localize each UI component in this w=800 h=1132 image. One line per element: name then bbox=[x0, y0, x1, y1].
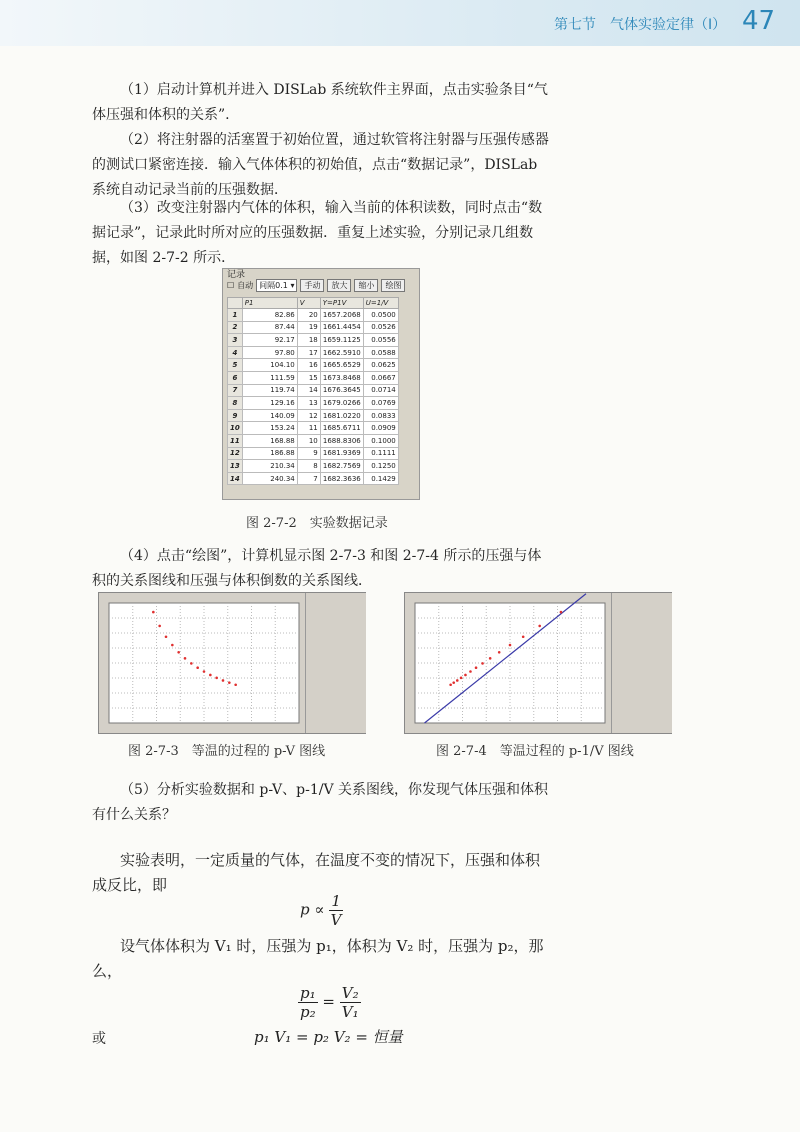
table-cell: 1682.7569 bbox=[320, 460, 363, 473]
table-cell: 16 bbox=[297, 359, 320, 372]
table-row bbox=[228, 409, 399, 422]
pv-point bbox=[209, 674, 212, 677]
table-cell: 3 bbox=[228, 334, 243, 347]
fig3-caption: 图 2-7-4 等温过程的 p-1/V 图线 bbox=[436, 744, 634, 759]
step-3: （3）改变注射器内气体的体积，输入当前的体积读数，同时点击“数据记录”，记录此时所对应的压强数据．重复上述实验，分别记录几组数据，如图 2-7-2 所示． bbox=[92, 200, 543, 266]
table-cell: 18 bbox=[297, 334, 320, 347]
table-cell: 1676.3645 bbox=[320, 384, 363, 397]
table-cell: 1662.5910 bbox=[320, 346, 363, 359]
table-row bbox=[228, 472, 399, 485]
table-cell: 0.0500 bbox=[363, 309, 398, 322]
table-cell: 12 bbox=[228, 447, 243, 460]
table-cell: 19 bbox=[297, 321, 320, 334]
table-row bbox=[228, 334, 399, 347]
pinv-point bbox=[475, 666, 478, 669]
table-cell: 1688.8306 bbox=[320, 434, 363, 447]
pv-chart-window bbox=[98, 592, 366, 734]
pv-chart bbox=[99, 593, 305, 733]
step-4: （4）点击“绘图”，计算机显示图 2-7-3 和图 2-7-4 所示的压强与体积的关系图线和压强与体积倒数的关系图线． bbox=[92, 548, 542, 589]
table-cell: 2 bbox=[228, 321, 243, 334]
prop-num: 1 bbox=[331, 892, 341, 910]
pinv-chart-window bbox=[404, 592, 672, 734]
table-cell: 240.34 bbox=[242, 472, 297, 485]
record-title: 记录 bbox=[227, 270, 246, 280]
pv-point bbox=[177, 651, 180, 654]
table-cell: 111.59 bbox=[242, 371, 297, 384]
ratio-formula: $\frac{\text{p₁}}{\text{p₂}}$ = $\frac{\text{V₂}}{\text{V₁}}$ bbox=[300, 984, 359, 1021]
table-cell: 10 bbox=[228, 422, 243, 435]
record-panel bbox=[222, 268, 420, 500]
pinv-point bbox=[489, 657, 492, 660]
table-cell: 11 bbox=[228, 434, 243, 447]
table-cell: 82.86 bbox=[242, 309, 297, 322]
table-cell: 20 bbox=[297, 309, 320, 322]
table-cell: 1665.6529 bbox=[320, 359, 363, 372]
table-cell: 1679.0266 bbox=[320, 397, 363, 410]
table-cell: 1682.3636 bbox=[320, 472, 363, 485]
plot-button[interactable]: 绘图 bbox=[381, 279, 405, 292]
table-cell: 1659.1125 bbox=[320, 334, 363, 347]
pv-side-panel bbox=[305, 593, 366, 733]
table-cell: 153.24 bbox=[242, 422, 297, 435]
table-cell: 0.0714 bbox=[363, 384, 398, 397]
table-cell: 1681.9369 bbox=[320, 447, 363, 460]
auto-checkbox[interactable]: ☐ bbox=[227, 281, 235, 290]
table-cell: 0.1429 bbox=[363, 472, 398, 485]
final-equation: p₁ V₁ = p₂ V₂ = 恒量 bbox=[254, 1028, 403, 1046]
table-cell: 1685.6711 bbox=[320, 422, 363, 435]
pinv-point bbox=[498, 651, 501, 654]
table-cell: 7 bbox=[297, 472, 320, 485]
manual-button[interactable]: 手动 bbox=[300, 279, 324, 292]
fig2-caption: 图 2-7-3 等温的过程的 p-V 图线 bbox=[128, 744, 326, 759]
pinv-point bbox=[449, 683, 452, 686]
page-number: 47 bbox=[742, 6, 776, 36]
table-cell: 5 bbox=[228, 359, 243, 372]
pinv-point bbox=[464, 674, 467, 677]
table-cell: 87.44 bbox=[242, 321, 297, 334]
or-label: 或 bbox=[92, 1031, 106, 1047]
col-u: U=1/V bbox=[363, 298, 398, 309]
table-cell: 0.0833 bbox=[363, 409, 398, 422]
pv-point bbox=[222, 679, 225, 682]
table-cell: 14 bbox=[228, 472, 243, 485]
table-cell: 129.16 bbox=[242, 397, 297, 410]
col-p1: P1 bbox=[242, 298, 297, 309]
table-cell: 6 bbox=[228, 371, 243, 384]
table-cell: 0.0526 bbox=[363, 321, 398, 334]
table-cell: 8 bbox=[297, 460, 320, 473]
table-cell: 0.0667 bbox=[363, 371, 398, 384]
table-cell: 97.80 bbox=[242, 346, 297, 359]
pinv-chart bbox=[405, 593, 611, 733]
table-cell: 0.0556 bbox=[363, 334, 398, 347]
conclusion: 实验表明，一定质量的气体，在温度不变的情况下，压强和体积成反比，即 bbox=[92, 851, 541, 894]
table-cell: 14 bbox=[297, 384, 320, 397]
table-row bbox=[228, 371, 399, 384]
col-v: V bbox=[297, 298, 320, 309]
table-row bbox=[228, 397, 399, 410]
table-row bbox=[228, 359, 399, 372]
interval-select[interactable]: 间隔0.1 ▾ bbox=[256, 279, 297, 292]
table-cell: 186.88 bbox=[242, 447, 297, 460]
pinv-side-panel bbox=[611, 593, 672, 733]
table-cell: 8 bbox=[228, 397, 243, 410]
pv-point bbox=[158, 625, 161, 628]
table-row bbox=[228, 447, 399, 460]
table-cell: 1661.4454 bbox=[320, 321, 363, 334]
step-5: （5）分析实验数据和 p-V、p-1/V 关系图线，你发现气体压强和体积有什么关系？ bbox=[92, 782, 549, 823]
pinv-point bbox=[456, 679, 459, 682]
pinv-point bbox=[469, 670, 472, 673]
prop-den: V bbox=[330, 911, 342, 929]
table-cell: 0.0625 bbox=[363, 359, 398, 372]
table-row bbox=[228, 346, 399, 359]
table-cell: 9 bbox=[228, 409, 243, 422]
table-row bbox=[228, 422, 399, 435]
table-cell: 1657.2068 bbox=[320, 309, 363, 322]
pinv-point bbox=[460, 677, 463, 680]
table-cell: 119.74 bbox=[242, 384, 297, 397]
record-controls bbox=[227, 279, 405, 292]
pv-point bbox=[234, 683, 237, 686]
table-cell: 140.09 bbox=[242, 409, 297, 422]
table-cell: 10 bbox=[297, 434, 320, 447]
pinv-point bbox=[481, 662, 484, 665]
table-row bbox=[228, 321, 399, 334]
pv-point bbox=[184, 657, 187, 660]
pinv-point bbox=[509, 644, 512, 647]
table-cell: 0.1111 bbox=[363, 447, 398, 460]
table-cell: 0.0769 bbox=[363, 397, 398, 410]
auto-label: 自动 bbox=[237, 281, 254, 290]
pinv-point bbox=[452, 681, 455, 684]
table-cell: 0.1000 bbox=[363, 434, 398, 447]
pv-point bbox=[228, 681, 231, 684]
table-cell: 17 bbox=[297, 346, 320, 359]
zoom-out-button[interactable]: 缩小 bbox=[354, 279, 378, 292]
table-cell: 4 bbox=[228, 346, 243, 359]
data-table bbox=[227, 297, 399, 485]
table-cell: 210.34 bbox=[242, 460, 297, 473]
pv-point bbox=[171, 644, 174, 647]
table-cell: 92.17 bbox=[242, 334, 297, 347]
table-row bbox=[228, 309, 399, 322]
setup-text: 设气体体积为 V₁ 时，压强为 p₁，体积为 V₂ 时，压强为 p₂，那么， bbox=[92, 937, 544, 980]
table-cell: 1681.0220 bbox=[320, 409, 363, 422]
table-cell: 0.0588 bbox=[363, 346, 398, 359]
pinv-point bbox=[560, 611, 563, 614]
pv-point bbox=[190, 662, 193, 665]
table-cell: 12 bbox=[297, 409, 320, 422]
table-cell: 11 bbox=[297, 422, 320, 435]
col-y: Y=P1V bbox=[320, 298, 363, 309]
table-cell: 1673.8468 bbox=[320, 371, 363, 384]
table-cell: 9 bbox=[297, 447, 320, 460]
prop-lhs: p ∝ bbox=[300, 900, 325, 919]
table-cell: 104.10 bbox=[242, 359, 297, 372]
zoom-in-button[interactable]: 放大 bbox=[327, 279, 351, 292]
pv-point bbox=[215, 677, 218, 680]
table-cell: 15 bbox=[297, 371, 320, 384]
table-row bbox=[228, 384, 399, 397]
pv-point bbox=[196, 666, 199, 669]
step-2: （2）将注射器的活塞置于初始位置，通过软管将注射器与压强传感器的测试口紧密连接．输入气体体积的初始值，点击“数据记录”，DISLab 系统自动记录当前的压强数据． bbox=[92, 132, 549, 198]
table-row bbox=[228, 460, 399, 473]
table-cell: 0.1250 bbox=[363, 460, 398, 473]
fig1-caption: 图 2-7-2 实验数据记录 bbox=[246, 516, 388, 531]
proportion-formula bbox=[300, 892, 343, 929]
table-cell: 0.0909 bbox=[363, 422, 398, 435]
pinv-point bbox=[538, 625, 541, 628]
table-cell: 168.88 bbox=[242, 434, 297, 447]
pv-point bbox=[152, 611, 155, 614]
table-cell: 7 bbox=[228, 384, 243, 397]
table-cell: 1 bbox=[228, 309, 243, 322]
pv-point bbox=[203, 670, 206, 673]
step-1: （1）启动计算机并进入 DISLab 系统软件主界面，点击实验条目“气体压强和体积的关系”. bbox=[92, 82, 548, 123]
pv-point bbox=[165, 635, 168, 638]
section-title: 第七节 气体实验定律（I） bbox=[554, 17, 727, 33]
page-header bbox=[0, 0, 800, 46]
table-cell: 13 bbox=[297, 397, 320, 410]
table-cell: 13 bbox=[228, 460, 243, 473]
table-row bbox=[228, 434, 399, 447]
table-header-row bbox=[228, 298, 399, 309]
pinv-point bbox=[522, 635, 525, 638]
